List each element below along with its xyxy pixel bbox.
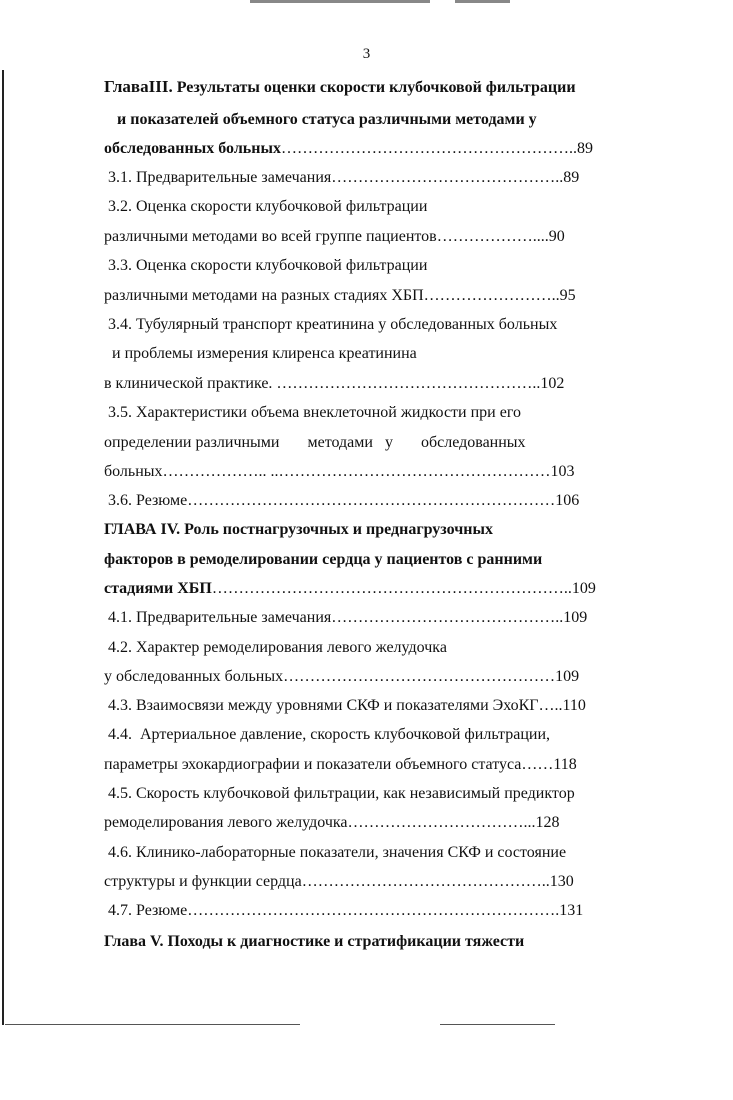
toc-entry-3-5-line-2: определении различными методами у обследованных: [104, 434, 526, 451]
chapter-3-title-page: ………………………………………………..89: [280, 140, 593, 157]
chapter-3-title-line-3-text: обследованных больных: [104, 140, 281, 157]
chapter-5-title-line-1: Глава V. Походы к диагностике и стратификации тяжести: [104, 933, 525, 950]
toc-entry-3-3-line-2: различными методами на разных стадиях ХБП……………………..95: [104, 287, 576, 304]
chapter-4-title-line-3-text: стадиями ХБП: [104, 580, 212, 597]
toc-entry-3-4-line-1: 3.4. Тубулярный транспорт креатинина у обследованных больных: [108, 316, 558, 333]
page-number: 3: [362, 46, 371, 62]
toc-entry-4-3: 4.3. Взаимосвязи между уровнями СКФ и показателями ЭхоКГ…..110: [108, 697, 586, 714]
scan-edge-left: [2, 70, 4, 1025]
toc-entry-4-4-line-1: 4.4. Артериальное давление, скорость клубочковой фильтрации,: [108, 726, 550, 743]
chapter-3-title-text: Результаты оценки скорости клубочковой фильтрации: [172, 79, 576, 96]
chapter-3-title-line-1: [104, 77, 576, 98]
chapter-4-title-page: …………………………………………………………..109: [211, 580, 596, 597]
chapter-3-title-line-2: и показателей объемного статуса различными методами у: [117, 111, 537, 128]
toc-entry-4-6-line-1: 4.6. Клинико-лабораторные показатели, значения СКФ и состояние: [108, 844, 567, 861]
scan-artifact-top-2: [455, 0, 510, 3]
toc-entry-4-5-line-1: 4.5. Скорость клубочковой фильтрации, как независимый предиктор: [108, 785, 575, 802]
toc-entry-4-2-line-1: 4.2. Характер ремоделирования левого желудочка: [108, 639, 447, 656]
toc-entry-3-4-line-2: и проблемы измерения клиренса креатинина: [112, 345, 417, 362]
scan-edge-bottom: [5, 1024, 300, 1025]
toc-entry-3-4-line-3: в клинической практике. …………………………………………..102: [104, 375, 565, 392]
chapter-4-title-line-1: ГЛАВА IV. Роль постнагрузочных и преднагрузочных: [104, 521, 493, 538]
toc-entry-4-6-line-2: структуры и функции сердца………………………………………..130: [104, 873, 574, 890]
chapter-3-label: ГлаваIII.: [104, 77, 173, 96]
toc-entry-3-2-line-2: различными методами во всей группе пациентов………………....90: [104, 228, 565, 245]
toc-entry-3-5-line-1: 3.5. Характеристики объема внеклеточной жидкости при его: [108, 404, 521, 421]
toc-entry-4-4-line-2: параметры эхокардиографии и показатели объемного статуса……118: [104, 756, 577, 773]
chapter-4-title-line-3: [104, 579, 596, 599]
toc-entry-4-5-line-2: ремоделирования левого желудочка……………………………...128: [104, 814, 560, 831]
toc-entry-3-2-line-1: 3.2. Оценка скорости клубочковой фильтрации: [108, 198, 428, 215]
toc-entry-4-2-line-2: у обследованных больных……………………………………………109: [104, 668, 580, 685]
scan-edge-bottom-2: [440, 1024, 555, 1025]
chapter-3-title-line-3: [104, 139, 593, 159]
chapter-4-title-line-2: факторов в ремоделировании сердца у пациентов с ранними: [104, 551, 543, 568]
toc-entry-3-3-line-1: 3.3. Оценка скорости клубочковой фильтрации: [108, 257, 428, 274]
scan-artifact-top: [250, 0, 430, 3]
toc-entry-4-1: 4.1. Предварительные замечания……………………………………..109: [108, 609, 588, 626]
toc-entry-3-1: 3.1. Предварительные замечания……………………………………..89: [108, 169, 580, 186]
toc-entry-3-5-line-3: больных……………….. ..……………………………………………103: [104, 463, 575, 480]
toc-entry-3-6: 3.6. Резюме……………………………………………………………106: [108, 492, 580, 509]
toc-entry-4-7: 4.7. Резюме…………………………………………………………….131: [108, 902, 584, 919]
